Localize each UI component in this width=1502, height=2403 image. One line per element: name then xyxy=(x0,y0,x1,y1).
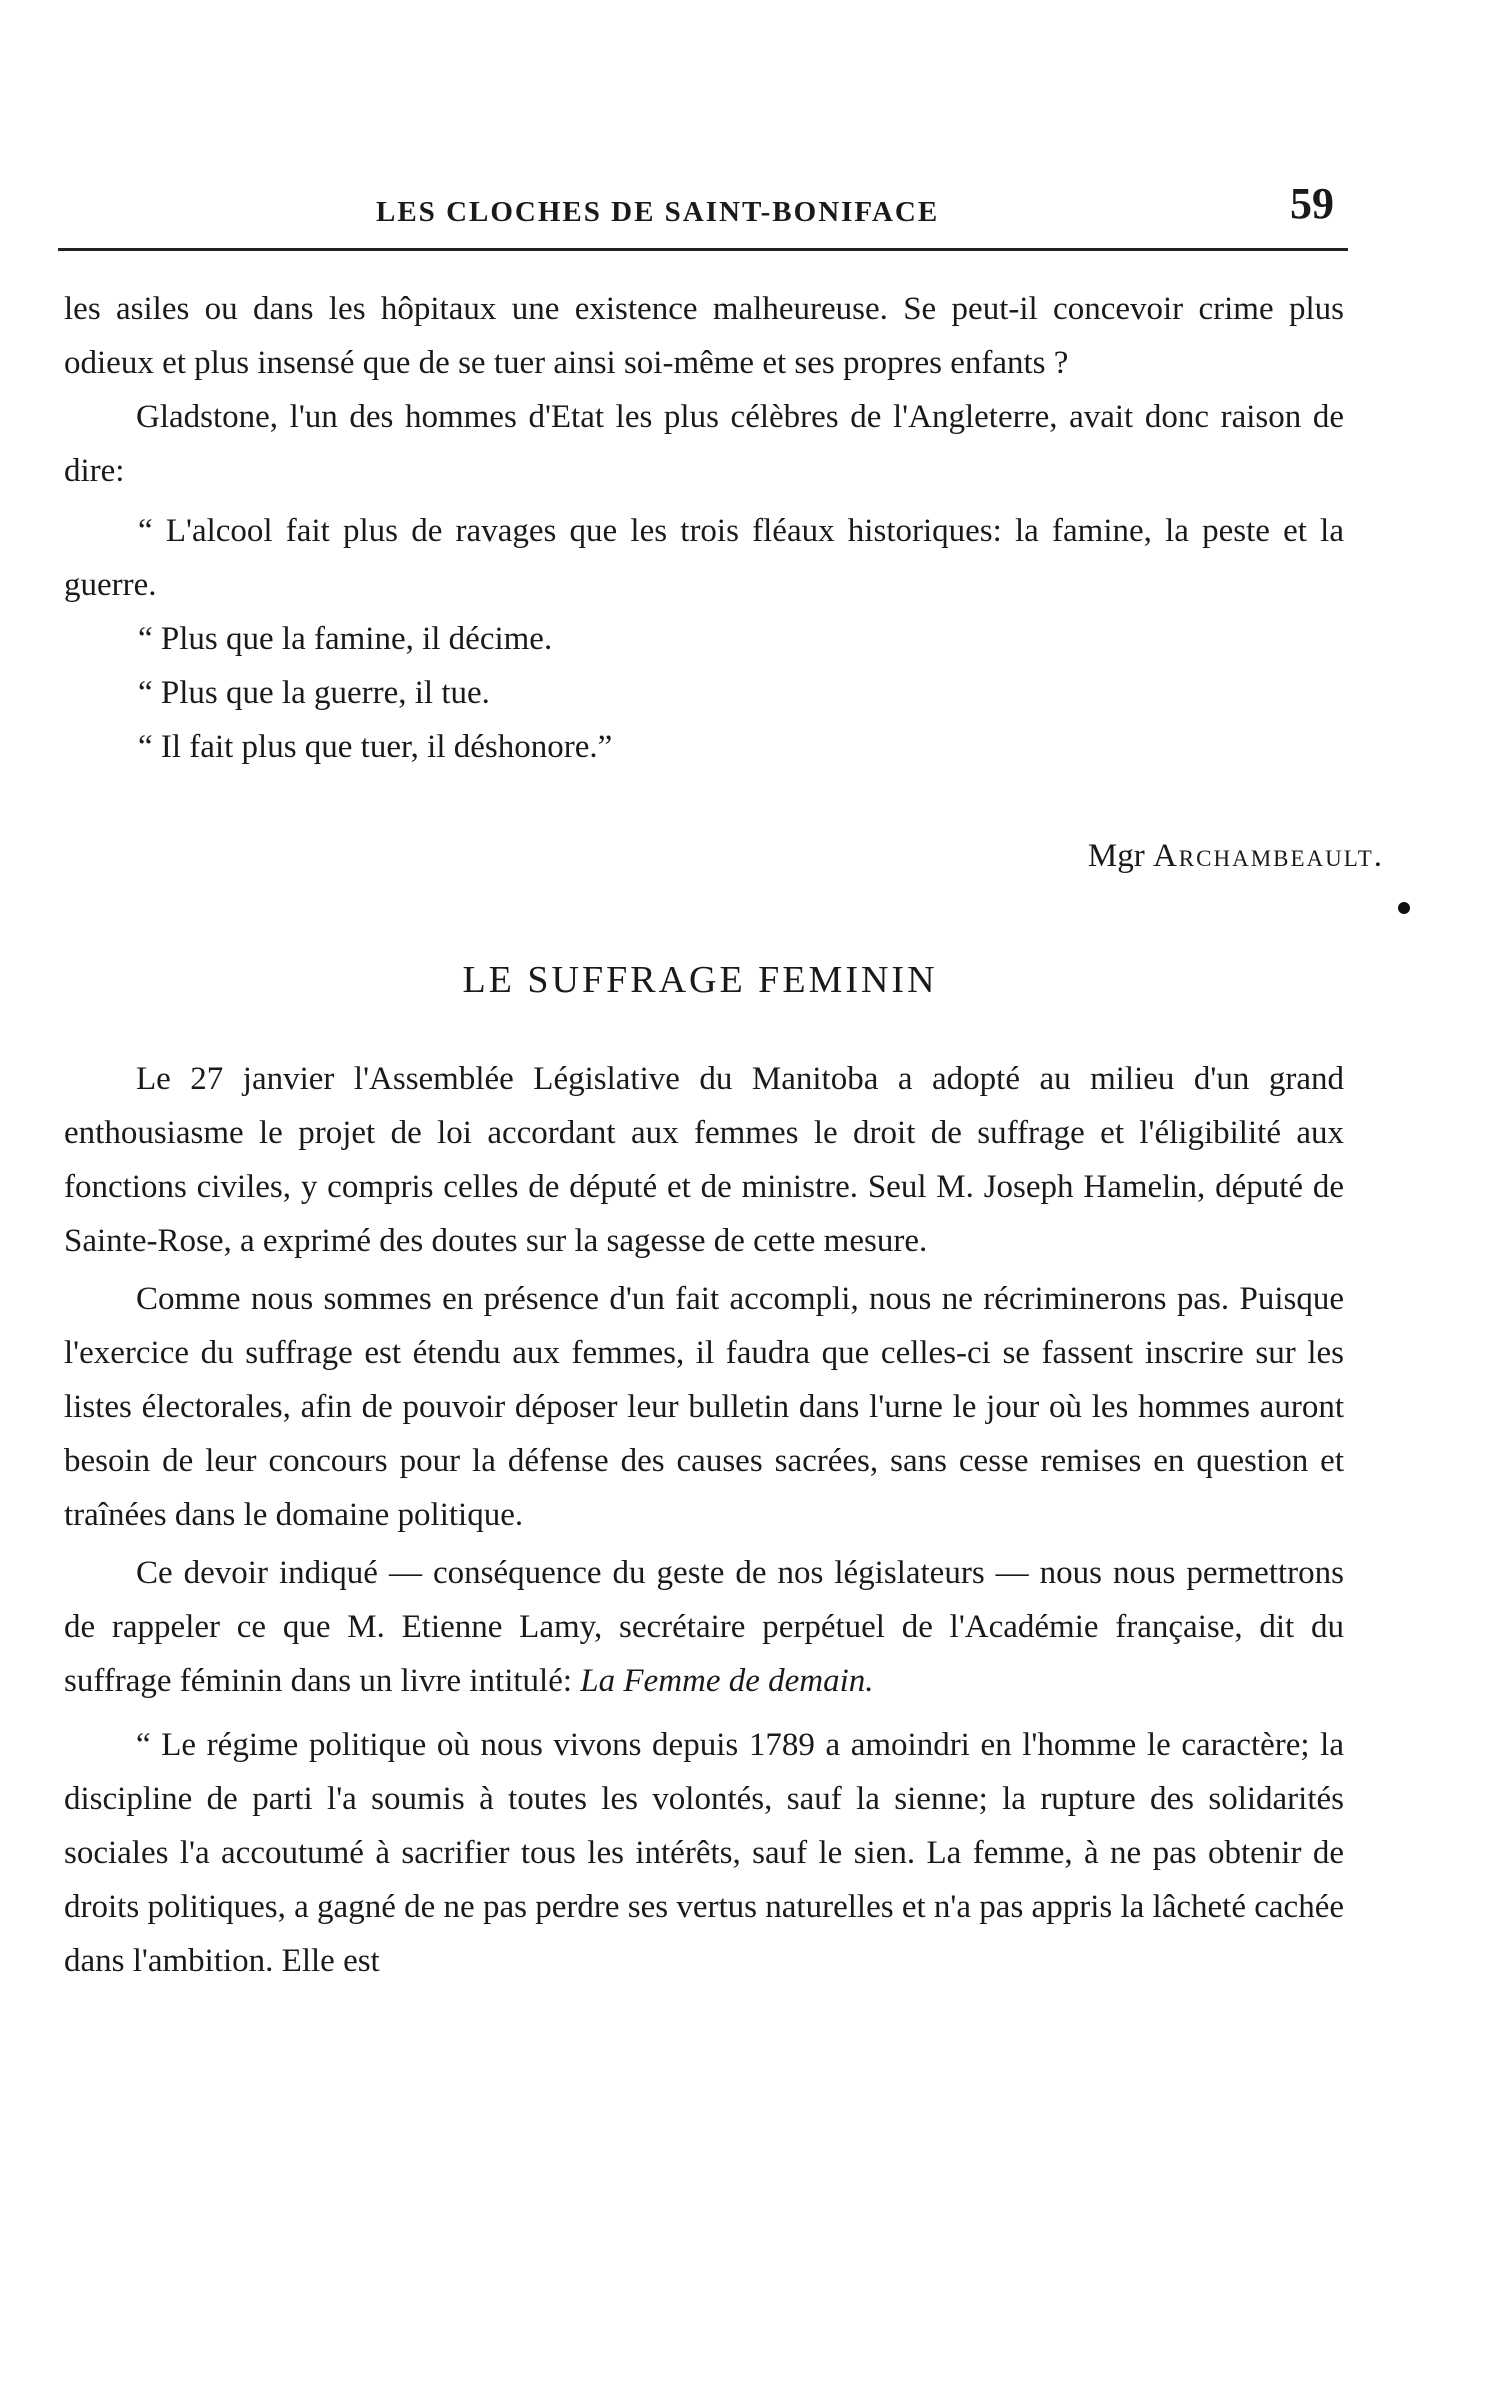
paragraph-text: Ce devoir indiqué — conséquence du geste de nos législateurs — nous nous permettrons de rappeler ce que M. Etienne Lamy, secrétaire perpétuel de l'Académie française, dit du suffrage féminin dans un livre intitulé: xyxy=(64,1555,1344,1699)
quote-line: “ L'alcool fait plus de ravages que les trois fléaux historiques: la famine, la peste et la guerre. xyxy=(64,513,1344,603)
section-title: LE SUFFRAGE FEMININ xyxy=(462,959,938,1001)
quote-line: “ Plus que la guerre, il tue. xyxy=(138,675,490,711)
paragraph: les asiles ou dans les hôpitaux une existence malheureuse. Se peut-il concevoir crime plus odieux et plus insensé que de se tuer ainsi soi-même et ses propres enfants ? xyxy=(64,291,1344,381)
quote-attribution xyxy=(1088,838,1384,875)
attribution-prefix: Mgr xyxy=(1087,838,1145,874)
body-text-section xyxy=(64,1052,1344,1988)
body-text-top xyxy=(64,282,1344,774)
paragraph: “ Le régime politique où nous vivons depuis 1789 a amoindri en l'homme le caractère; la discipline de parti l'a soumis à toutes les volontés, sauf la sienne; la rupture des solidarités sociales l'a accoutumé à sacrifier tous les intérêts, sauf le sien. La femme, à ne pas obtenir de droits politiques, a gagné de ne pas perdre ses vertus naturelles et n'a pas appris la lâcheté cachée dans l'ambition. Elle est xyxy=(64,1727,1344,1979)
paragraph xyxy=(64,1546,1344,1708)
page-number: 59 xyxy=(1290,179,1334,228)
quote-line: “ Plus que la famine, il décime. xyxy=(138,621,553,657)
attribution-name: Archambeault. xyxy=(1152,838,1384,874)
quote-line: “ Il fait plus que tuer, il déshonore.” xyxy=(138,729,613,765)
paragraph: Comme nous sommes en présence d'un fait accompli, nous ne récriminerons pas. Puisque l'exercice du suffrage est étendu aux femmes, il faudra que celles-ci se fassent inscrire sur les listes électorales, afin de pouvoir déposer leur bulletin dans l'urne le jour où les hommes auront besoin de leur concours pour la défense des causes sacrées, sans cesse remises en question et traînées dans le domaine politique. xyxy=(64,1281,1344,1533)
book-title: La Femme de demain. xyxy=(580,1663,874,1699)
print-mark xyxy=(1398,902,1410,914)
running-title: LES CLOCHES DE SAINT-BONIFACE xyxy=(376,196,940,228)
paragraph: Gladstone, l'un des hommes d'Etat les plus célèbres de l'Angleterre, avait donc raison de dire: xyxy=(64,399,1344,489)
paragraph: Le 27 janvier l'Assemblée Législative du Manitoba a adopté au milieu d'un grand enthousiasme le projet de loi accordant aux femmes le droit de suffrage et l'éligibilité aux fonctions civiles, y compris celles de député et de ministre. Seul M. Joseph Hamelin, député de Sainte-Rose, a exprimé des doutes sur la sagesse de cette mesure. xyxy=(64,1061,1344,1259)
header-rule xyxy=(58,248,1348,251)
